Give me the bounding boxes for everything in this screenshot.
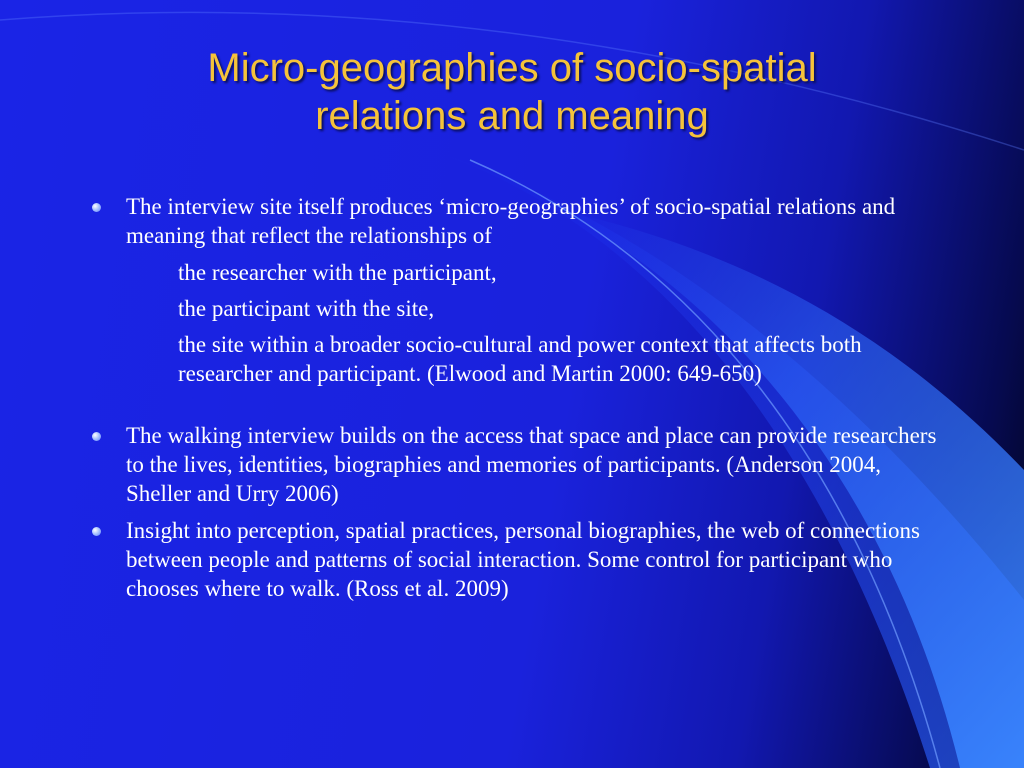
bullet-item: [90, 516, 950, 603]
slide-title-line-1: Micro-geographies of socio-spatial: [207, 46, 817, 90]
sub-item: the participant with the site,: [178, 296, 435, 321]
bullet-text: The walking interview builds on the access that space and place can provide researchers to the lives, identities, biographies and memories of participants. (Anderson 2004, Sheller and Urry 2006): [126, 423, 937, 506]
bullet-dot-icon: [92, 203, 101, 212]
bullet-text: Insight into perception, spatial practices, personal biographies, the web of connections between people and patterns of social interaction. Some control for participant who chooses where to walk. (Ross et al. 2009): [126, 518, 920, 601]
bullet-dot-icon: [92, 527, 101, 536]
slide-title-line-2: relations and meaning: [315, 94, 709, 138]
sub-item: the site within a broader socio-cultural and power context that affects both researcher and participant. (Elwood and Martin 2000: 649-650): [178, 332, 862, 386]
slide-title: [80, 44, 944, 140]
bullet-item: [90, 421, 950, 508]
sub-item: the researcher with the participant,: [178, 260, 497, 285]
bullet-item: [90, 192, 950, 388]
bullet-dot-icon: [92, 432, 101, 441]
bullet-text: The interview site itself produces ‘micro-geographies’ of socio-spatial relations and meaning that reflect the relationships of: [126, 194, 896, 248]
slide-body: [90, 192, 950, 603]
